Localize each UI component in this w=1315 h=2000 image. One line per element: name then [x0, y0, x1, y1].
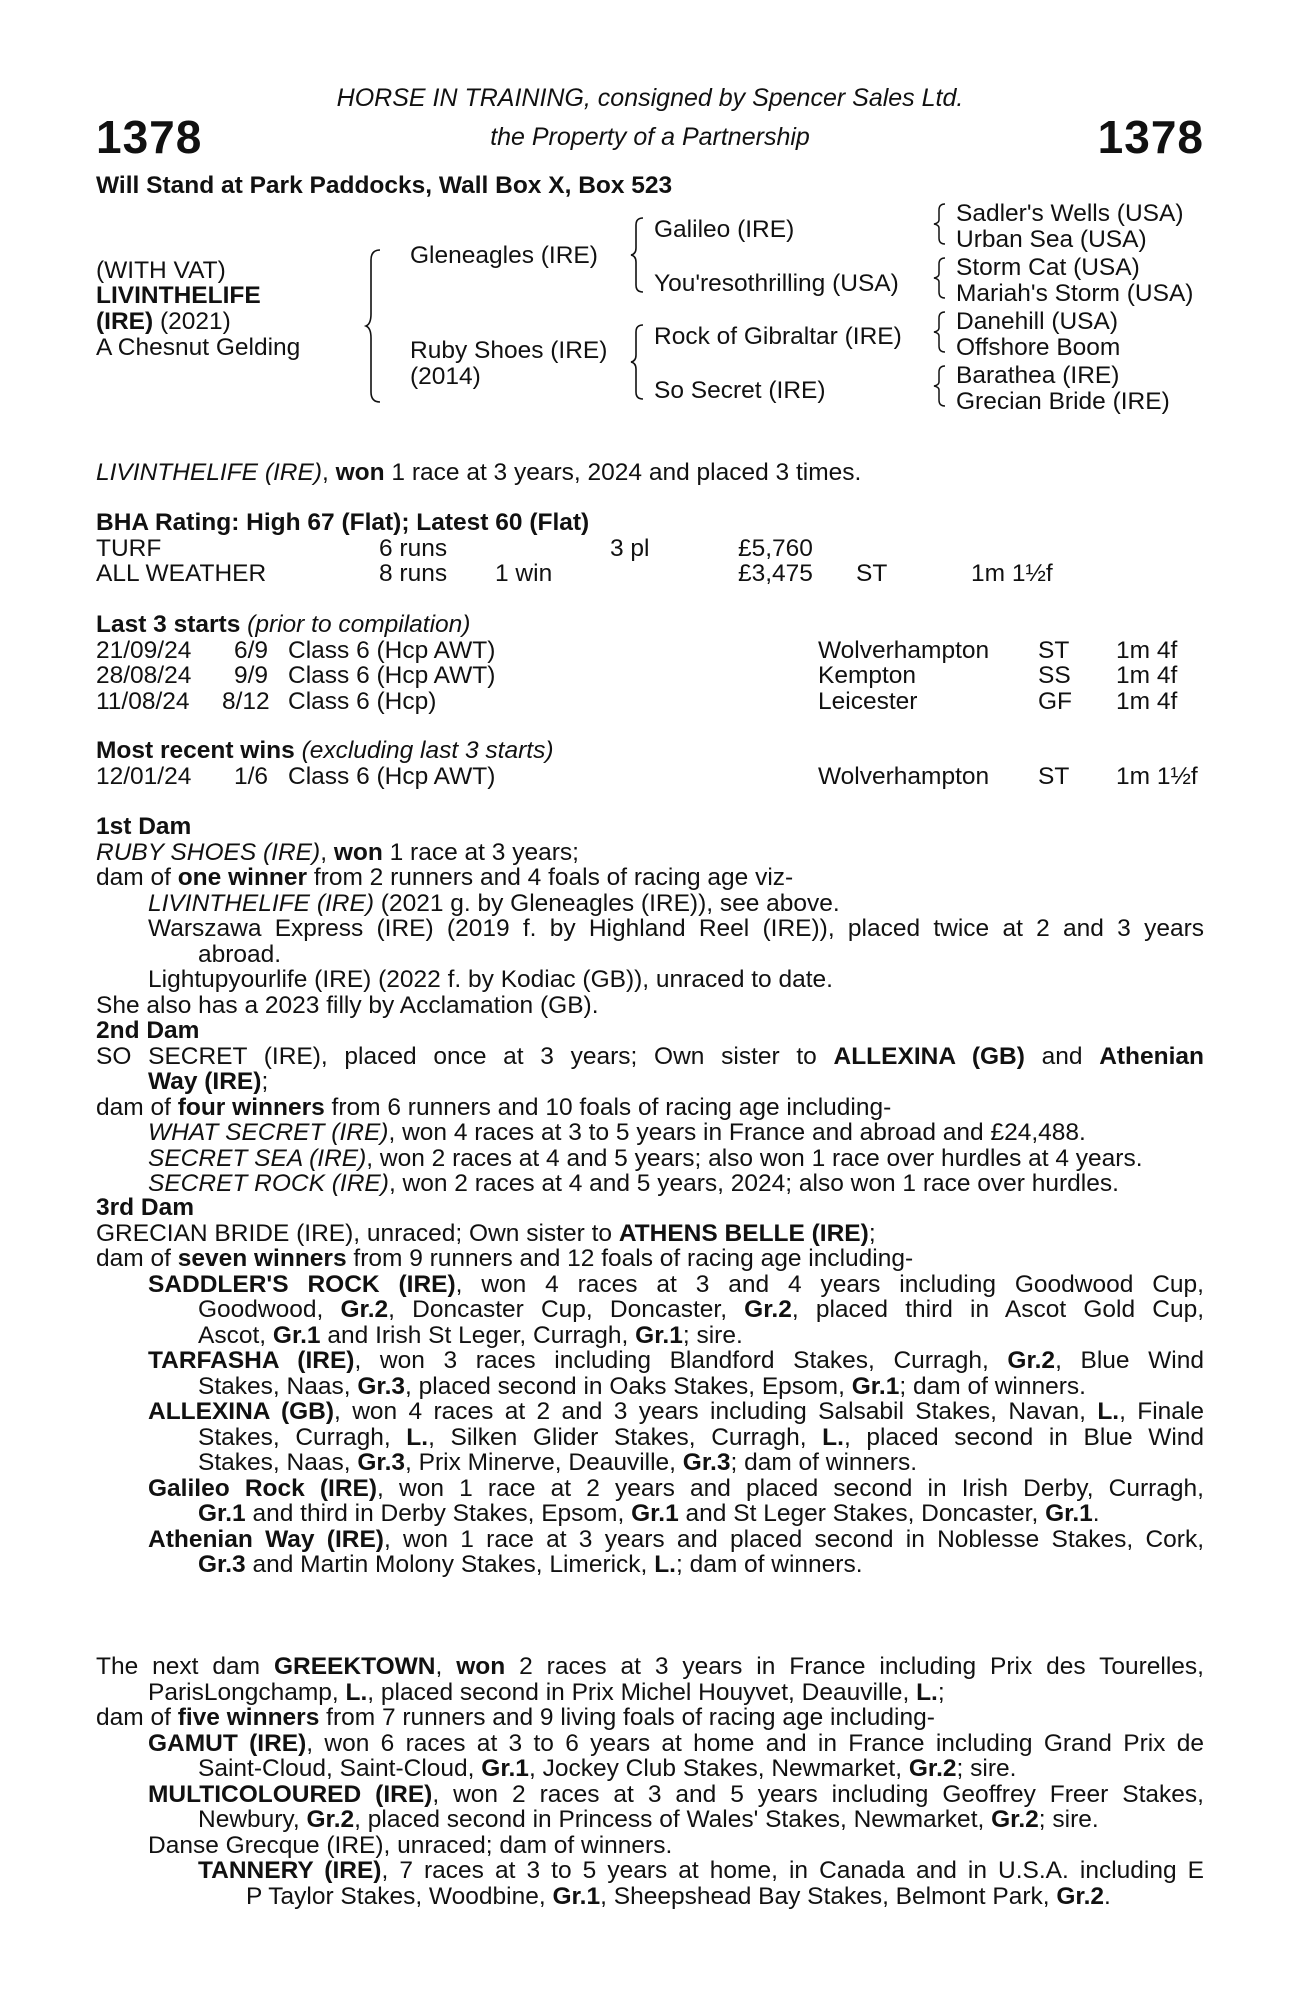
pedigree-g8: Grecian Bride (IRE) — [956, 388, 1170, 415]
third-dam-progeny-cont: Gr.3 and Martin Molony Stakes, Limerick, L.; dam of winners. — [198, 1551, 863, 1578]
first-dam-title: 1st Dam — [96, 813, 192, 840]
next-dam-section — [96, 1654, 1204, 1909]
recent-wins-title: Most recent wins (excluding last 3 starts) — [96, 737, 554, 764]
horse-country-year: (IRE) (2021) — [96, 308, 231, 335]
pedigree-dam: Ruby Shoes (IRE) — [410, 337, 608, 364]
second-dam-title: 2nd Dam — [96, 1017, 200, 1044]
last-start-row: 28/08/24 9/9 Class 6 (Hcp AWT) Kempton SS 1m 4f — [96, 662, 1178, 689]
pedigree-brace-g4 — [934, 364, 948, 408]
next-dam-progeny-cont: Newbury, Gr.2, placed second in Princess of Wales' Stakes, Newmarket, Gr.2; sire. — [198, 1806, 1099, 1833]
second-dam-progeny: SECRET SEA (IRE), won 2 races at 4 and 5 years; also won 1 race over hurdles at 4 years. — [148, 1144, 1143, 1172]
third-dam-progeny-cont: Ascot, Gr.1 and Irish St Leger, Curragh, Gr.1; sire. — [198, 1321, 743, 1349]
first-dam-line: She also has a 2023 filly by Acclamation (GB). — [96, 991, 599, 1019]
pedigree-brace-main — [366, 248, 386, 404]
next-dam-line: The next dam GREEKTOWN, won 2 races at 3 years in France including Prix des Tourelles, — [96, 1653, 1204, 1680]
next-dam-progeny: Danse Grecque (IRE), unraced; dam of winners. — [148, 1831, 673, 1859]
consignment-line: HORSE IN TRAINING, consigned by Spencer Sales Ltd. — [336, 84, 964, 112]
third-dam-progeny-cont: Gr.1 and third in Derby Stakes, Epsom, Gr.1 and St Leger Stakes, Doncaster, Gr.1. — [198, 1500, 1100, 1527]
second-dam-line: SO SECRET (IRE), placed once at 3 years; Own sister to ALLEXINA (GB) and Athenian — [96, 1042, 1204, 1070]
recent-wins-section — [96, 738, 1204, 789]
rating-title: BHA Rating: High 67 (Flat); Latest 60 (Flat) — [96, 509, 590, 536]
third-dam-progeny: ALLEXINA (GB), won 4 races at 2 and 3 years including Salsabil Stakes, Navan, L., Finale — [148, 1398, 1205, 1425]
third-dam-progeny: TARFASHA (IRE), won 3 races including Blandford Stakes, Curragh, Gr.2, Blue Wind — [148, 1347, 1204, 1374]
third-dam-section — [96, 1195, 1204, 1578]
first-dam-line: dam of one winner from 2 runners and 4 foals of racing age viz- — [96, 864, 794, 891]
first-dam-line: RUBY SHOES (IRE), won 1 race at 3 years; — [96, 838, 579, 866]
pedigree-g2: Urban Sea (USA) — [956, 226, 1147, 253]
third-dam-line: dam of seven winners from 9 runners and 12 foals of racing age including- — [96, 1245, 914, 1272]
third-dam-progeny-cont: Stakes, Naas, Gr.3, Prix Minerve, Deauville, Gr.3; dam of winners. — [198, 1449, 918, 1476]
pedigree-brace-g2 — [934, 256, 948, 300]
pedigree-g1: Sadler's Wells (USA) — [956, 200, 1184, 227]
pedigree-g4: Mariah's Storm (USA) — [956, 280, 1194, 307]
pedigree-g6: Offshore Boom — [956, 334, 1121, 361]
third-dam-progeny: SADDLER'S ROCK (IRE), won 4 races at 3 and 4 years including Goodwood Cup, — [148, 1270, 1204, 1298]
pedigree-brace-dam — [631, 323, 647, 401]
second-dam-line-cont: Way (IRE); — [148, 1068, 269, 1095]
pedigree-dam-dam: So Secret (IRE) — [654, 377, 826, 404]
recent-win-row: 12/01/24 1/6 Class 6 (Hcp AWT) Wolverhampton ST 1m 1½f — [96, 762, 1198, 790]
stand-location: Will Stand at Park Paddocks, Wall Box X, Box 523 — [96, 172, 673, 199]
pedigree-sire-dam: You'resothrilling (USA) — [654, 270, 899, 297]
pedigree-brace-g3 — [934, 310, 948, 354]
pedigree-g7: Barathea (IRE) — [956, 362, 1120, 389]
first-dam-progeny: Warszawa Express (IRE) (2019 f. by Highland Reel (IRE)), placed twice at 2 and 3 years — [148, 915, 1204, 942]
first-dam-progeny: Lightupyourlife (IRE) (2022 f. by Kodiac (GB)), unraced to date. — [148, 966, 833, 993]
lot-number-right: 1378 — [1097, 111, 1204, 163]
last-start-row: 21/09/24 6/9 Class 6 (Hcp AWT) Wolverhampton ST 1m 4f — [96, 636, 1178, 664]
rating-aw-row: ALL WEATHER 8 runs 1 win £3,475 ST 1m 1½f — [96, 560, 1053, 587]
second-dam-progeny: WHAT SECRET (IRE), won 4 races at 3 to 5 years in France and abroad and £24,488. — [148, 1119, 1086, 1146]
rating-turf-row: TURF 6 runs 3 pl £5,760 — [96, 534, 813, 562]
second-dam-section — [96, 1018, 1204, 1197]
pedigree-sire-sire: Galileo (IRE) — [654, 216, 795, 243]
pedigree-g3: Storm Cat (USA) — [956, 254, 1140, 281]
next-dam-grand-progeny-cont: P Taylor Stakes, Woodbine, Gr.1, Sheepshead Bay Stakes, Belmont Park, Gr.2. — [246, 1882, 1111, 1910]
next-dam-line: dam of five winners from 7 runners and 9 living foals of racing age including- — [96, 1704, 935, 1731]
horse-name: LIVINTHELIFE — [96, 282, 261, 309]
last-starts-title: Last 3 starts (prior to compilation) — [96, 611, 471, 638]
pedigree-brace-g1 — [934, 202, 948, 246]
lot-number-left: 1378 — [96, 111, 203, 163]
next-dam-progeny: GAMUT (IRE), won 6 races at 3 to 6 years at home and in France including Grand Prix de — [148, 1729, 1204, 1757]
first-dam-section — [96, 814, 1204, 1018]
third-dam-progeny-cont: Goodwood, Gr.2, Doncaster Cup, Doncaster, Gr.2, placed third in Ascot Gold Cup, — [198, 1296, 1204, 1323]
second-dam-progeny: SECRET ROCK (IRE), won 2 races at 4 and 5 years, 2024; also won 1 race over hurdles. — [148, 1170, 1119, 1197]
last-start-row: 11/08/24 8/12 Class 6 (Hcp) Leicester GF 1m 4f — [96, 687, 1178, 715]
pedigree-g5: Danehill (USA) — [956, 308, 1119, 335]
third-dam-line: GRECIAN BRIDE (IRE), unraced; Own sister to ATHENS BELLE (IRE); — [96, 1219, 876, 1247]
race-summary: LIVINTHELIFE (IRE), won 1 race at 3 years, 2024 and placed 3 times. — [96, 459, 862, 486]
next-dam-line-cont: ParisLongchamp, L., placed second in Prix Michel Houyvet, Deauville, L.; — [148, 1678, 945, 1706]
next-dam-progeny-cont: Saint-Cloud, Saint-Cloud, Gr.1, Jockey Club Stakes, Newmarket, Gr.2; sire. — [198, 1755, 1017, 1782]
third-dam-progeny: Athenian Way (IRE), won 1 race at 3 years and placed second in Noblesse Stakes, Cork, — [148, 1525, 1205, 1553]
first-dam-progeny: LIVINTHELIFE (IRE) (2021 g. by Gleneagles (IRE)), see above. — [148, 889, 840, 917]
rating-section — [96, 510, 1204, 587]
second-dam-line: dam of four winners from 6 runners and 10 foals of racing age including- — [96, 1093, 892, 1121]
next-dam-grand-progeny: TANNERY (IRE), 7 races at 3 to 5 years at home, in Canada and in U.S.A. including E — [198, 1857, 1204, 1884]
next-dam-progeny: MULTICOLOURED (IRE), won 2 races at 3 and 5 years including Geoffrey Freer Stakes, — [148, 1780, 1204, 1808]
vat-note: (WITH VAT) — [96, 257, 226, 284]
third-dam-progeny-cont: Stakes, Curragh, L., Silken Glider Stakes, Curragh, L., placed second in Blue Wind — [198, 1423, 1205, 1451]
pedigree-sire: Gleneagles (IRE) — [410, 242, 598, 269]
last-starts-section — [96, 612, 1204, 714]
pedigree-brace-sire — [631, 216, 647, 294]
property-line: the Property of a Partnership — [490, 123, 810, 151]
horse-description: A Chesnut Gelding — [96, 334, 301, 361]
pedigree-dam-sire: Rock of Gibraltar (IRE) — [654, 323, 902, 350]
pedigree-dam-year: (2014) — [410, 363, 481, 390]
third-dam-title: 3rd Dam — [96, 1194, 195, 1221]
first-dam-progeny-cont: abroad. — [198, 940, 282, 968]
third-dam-progeny-cont: Stakes, Naas, Gr.3, placed second in Oaks Stakes, Epsom, Gr.1; dam of winners. — [198, 1372, 1086, 1400]
third-dam-progeny: Galileo Rock (IRE), won 1 race at 2 years and placed second in Irish Derby, Curragh, — [148, 1474, 1204, 1502]
